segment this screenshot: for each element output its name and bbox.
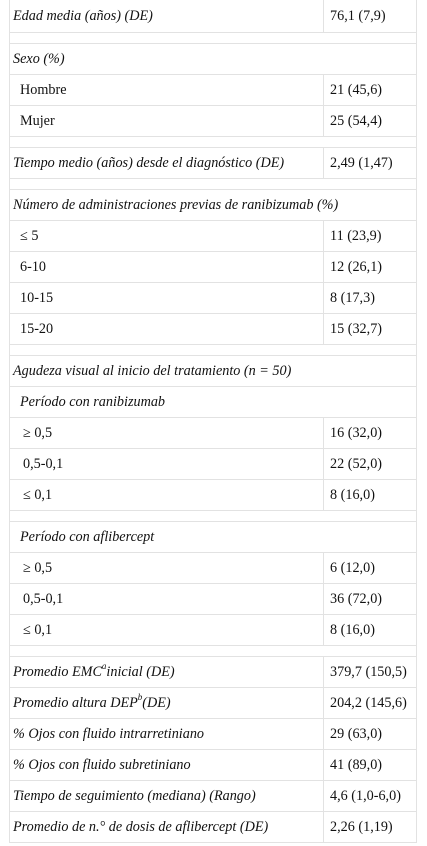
table-row bbox=[9, 75, 417, 106]
baseline-characteristics-table bbox=[9, 0, 417, 843]
table-row bbox=[9, 584, 417, 615]
table-row bbox=[9, 252, 417, 283]
row-label-cell bbox=[10, 314, 324, 344]
row-label-text: Promedio de n.° de dosis de aflibercept (DE) bbox=[13, 818, 269, 835]
row-label-cell bbox=[10, 252, 324, 282]
table-spacer-row bbox=[9, 137, 417, 148]
row-label bbox=[13, 425, 52, 442]
row-label-text: Hombre bbox=[20, 81, 67, 98]
row-label-cell bbox=[10, 148, 324, 178]
row-label-cell bbox=[10, 584, 324, 614]
row-label bbox=[13, 290, 53, 307]
row-label-text: 10-15 bbox=[20, 289, 54, 306]
table-row bbox=[9, 750, 417, 781]
row-label-text: Tiempo medio (años) desde el diagnóstico (DE) bbox=[13, 154, 285, 171]
table-row bbox=[9, 781, 417, 812]
row-label-text-after: (DE) bbox=[142, 694, 171, 711]
footnote-marker: b bbox=[137, 691, 143, 702]
row-label-text: 0,5-0,1 bbox=[23, 590, 64, 607]
row-label bbox=[13, 591, 63, 608]
row-label bbox=[13, 259, 46, 276]
table-row bbox=[9, 0, 417, 33]
row-label-cell bbox=[10, 106, 324, 136]
table-row bbox=[9, 221, 417, 252]
row-label bbox=[13, 363, 291, 380]
row-label-cell bbox=[10, 75, 324, 105]
row-label bbox=[13, 197, 338, 214]
row-label bbox=[13, 660, 175, 681]
row-label-cell bbox=[10, 449, 324, 479]
row-value: 4,6 (1,0-6,0) bbox=[330, 787, 401, 804]
row-label bbox=[13, 529, 154, 546]
table-group-header-row bbox=[9, 356, 417, 387]
row-value: 41 (89,0) bbox=[330, 756, 383, 773]
row-label bbox=[13, 228, 38, 245]
row-label-text: Período con ranibizumab bbox=[20, 393, 166, 410]
table-group-header-row bbox=[9, 44, 417, 75]
row-label-text: ≤ 5 bbox=[20, 227, 39, 244]
row-label bbox=[13, 82, 67, 99]
row-label bbox=[13, 394, 165, 411]
row-value: 25 (54,4) bbox=[330, 112, 383, 129]
row-label-text: 0,5-0,1 bbox=[23, 455, 64, 472]
row-value: 11 (23,9) bbox=[330, 227, 382, 244]
table-row bbox=[9, 615, 417, 646]
row-label-text: 6-10 bbox=[20, 258, 47, 275]
table-row bbox=[9, 148, 417, 179]
row-label-cell bbox=[10, 657, 324, 687]
row-label-cell bbox=[10, 221, 324, 251]
row-label-text: Agudeza visual al inicio del tratamiento (n = 50) bbox=[13, 362, 292, 379]
row-label-text: Período con aflibercept bbox=[20, 528, 155, 545]
row-value: 12 (26,1) bbox=[330, 258, 383, 275]
row-label-cell bbox=[10, 480, 324, 510]
table-row bbox=[9, 418, 417, 449]
row-label-cell bbox=[10, 719, 324, 749]
row-value: 36 (72,0) bbox=[330, 590, 383, 607]
row-label-cell bbox=[10, 781, 324, 811]
row-label-text: Sexo (%) bbox=[13, 50, 65, 67]
row-label-text: Promedio altura DEP bbox=[13, 694, 138, 711]
row-label-text: Tiempo de seguimiento (mediana) (Rango) bbox=[13, 787, 256, 804]
row-label bbox=[13, 51, 65, 68]
row-value: 29 (63,0) bbox=[330, 725, 383, 742]
row-label-cell bbox=[10, 356, 416, 386]
row-label-cell bbox=[10, 283, 324, 313]
row-value: 21 (45,6) bbox=[330, 81, 383, 98]
row-label-text: Promedio EMC bbox=[13, 663, 102, 680]
row-label-text: ≥ 0,5 bbox=[23, 424, 53, 441]
row-label-cell bbox=[10, 688, 324, 718]
table-spacer-row bbox=[9, 511, 417, 522]
table-row bbox=[9, 688, 417, 719]
row-label-cell bbox=[10, 615, 324, 645]
row-label bbox=[13, 456, 63, 473]
row-label-cell bbox=[10, 750, 324, 780]
row-value: 379,7 (150,5) bbox=[330, 663, 407, 680]
row-label-cell bbox=[10, 522, 416, 552]
table-row bbox=[9, 449, 417, 480]
row-label-cell bbox=[10, 387, 416, 417]
row-label bbox=[13, 726, 204, 743]
row-label bbox=[13, 8, 153, 25]
table-spacer-row bbox=[9, 345, 417, 356]
table-spacer-row bbox=[9, 33, 417, 44]
row-label bbox=[13, 622, 52, 639]
row-label-text: Edad media (años) (DE) bbox=[13, 7, 153, 24]
row-value: 2,26 (1,19) bbox=[330, 818, 393, 835]
row-label bbox=[13, 788, 256, 805]
row-label bbox=[13, 487, 52, 504]
row-label-text: ≤ 0,1 bbox=[23, 486, 53, 503]
table-spacer-row bbox=[9, 179, 417, 190]
row-value: 2,49 (1,47) bbox=[330, 154, 393, 171]
row-value: 16 (32,0) bbox=[330, 424, 383, 441]
row-value: 8 (16,0) bbox=[330, 621, 375, 638]
table-row bbox=[9, 314, 417, 345]
row-label bbox=[13, 113, 55, 130]
footnote-marker: a bbox=[101, 660, 107, 671]
row-label bbox=[13, 560, 52, 577]
row-label-text: % Ojos con fluido subretiniano bbox=[13, 756, 191, 773]
table-row bbox=[9, 719, 417, 750]
table-row bbox=[9, 106, 417, 137]
row-label-text: ≥ 0,5 bbox=[23, 559, 53, 576]
table-row bbox=[9, 812, 417, 843]
row-label-cell bbox=[10, 418, 324, 448]
row-value: 15 (32,7) bbox=[330, 320, 383, 337]
table-group-header-row bbox=[9, 522, 417, 553]
row-label-text: ≤ 0,1 bbox=[23, 621, 53, 638]
row-value: 204,2 (145,6) bbox=[330, 694, 407, 711]
row-label bbox=[13, 321, 53, 338]
table-group-header-row bbox=[9, 387, 417, 418]
row-label bbox=[13, 691, 171, 712]
row-label bbox=[13, 819, 268, 836]
table-row bbox=[9, 553, 417, 584]
row-value: 8 (17,3) bbox=[330, 289, 375, 306]
row-label-text: Mujer bbox=[20, 112, 55, 129]
row-label-text: 15-20 bbox=[20, 320, 54, 337]
table-row bbox=[9, 657, 417, 688]
table-group-header-row bbox=[9, 190, 417, 221]
row-label-text-after: inicial (DE) bbox=[106, 663, 175, 680]
row-label-cell bbox=[10, 190, 416, 220]
table-row bbox=[9, 283, 417, 314]
row-value: 76,1 (7,9) bbox=[330, 7, 386, 24]
row-label-cell bbox=[10, 44, 416, 74]
row-value: 6 (12,0) bbox=[330, 559, 375, 576]
row-label-cell bbox=[10, 553, 324, 583]
row-label-text: % Ojos con fluido intrarretiniano bbox=[13, 725, 205, 742]
table-spacer-row bbox=[9, 646, 417, 657]
row-label-cell bbox=[10, 812, 324, 842]
row-label-cell bbox=[10, 0, 324, 32]
row-label bbox=[13, 155, 284, 172]
row-value: 8 (16,0) bbox=[330, 486, 375, 503]
row-value: 22 (52,0) bbox=[330, 455, 383, 472]
row-label-text: Número de administraciones previas de ranibizumab (%) bbox=[13, 196, 339, 213]
row-label bbox=[13, 757, 191, 774]
table-row bbox=[9, 480, 417, 511]
